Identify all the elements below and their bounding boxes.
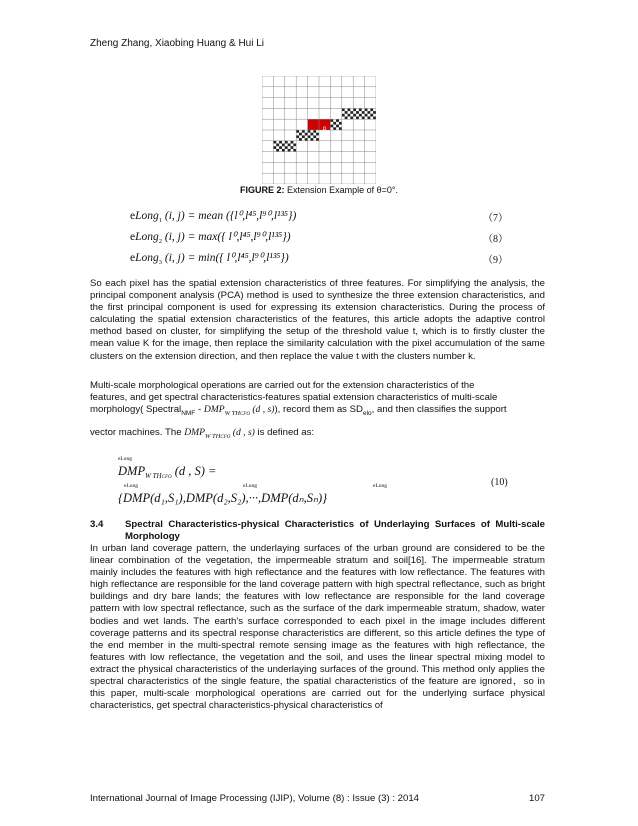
checker-square bbox=[305, 133, 308, 136]
checker-square bbox=[350, 111, 353, 114]
checker-square bbox=[359, 108, 362, 111]
checker-square bbox=[356, 117, 359, 120]
eq10-label-a: eLong bbox=[124, 483, 139, 489]
checker-square bbox=[365, 108, 368, 111]
checker-square bbox=[302, 135, 305, 138]
checker-square bbox=[373, 111, 376, 114]
checker-square bbox=[279, 141, 282, 144]
checker-square bbox=[333, 122, 336, 125]
checker-square bbox=[293, 144, 296, 147]
checker-square bbox=[342, 108, 345, 111]
checker-square bbox=[296, 135, 299, 138]
checker-square bbox=[288, 144, 291, 147]
equation-10-number: (10) bbox=[491, 477, 508, 488]
checker-square bbox=[291, 141, 294, 144]
checker-square bbox=[333, 127, 336, 130]
checker-square bbox=[293, 149, 296, 152]
checker-square bbox=[316, 133, 319, 136]
equation-9-number: （9） bbox=[483, 255, 508, 266]
paragraph-3: In urban land coverage pattern, the underlaying surfaces of the urban ground are considered to be the linear combination of the vegetation, the impermeable stratum and soil[16]. The impermeable stratum mainly includes the features with high reflectance and the features with low reflectance. The features with high reflectance are responsible for the land coverage pattern with high spectral reflectance, such as bright buildings and dry bare lands; the features with low reflectance are responsible for the land coverage pattern with low spectral reflectance, such as the surface of the dark impermeable stratum, shadow, water bodies and wet lands. The earth's surface corresponded to each pixel in the image includes different coverage patterns and its spectral response characteristics are different, so this article defines the type of the end member in the multi-spectral remote sensing image as the features with high reflectance, the features with low reflectance, the vegetation and the soil, and uses the linear spectral mixing model to extract the physical characteristics of the underlaying surfaces of the ground. This method only applies the spectral characteristics of the single feature, the spatial characteristics of the feature are ignored，so in this paper, multi-scale morphological operations are carried out for the underlying surface physical characteristics, get spectral characteristics-physical characteristics of bbox=[90, 543, 545, 712]
checker-square bbox=[288, 149, 291, 152]
highlight-cell bbox=[308, 119, 319, 130]
checker-square bbox=[339, 122, 342, 125]
journal-citation: International Journal of Image Processing (IJIP), Volume (8) : Issue (3) : 2014 bbox=[90, 793, 420, 804]
dmp-inline-1: $DMP_{W THCFO}$ (d , s) bbox=[203, 404, 275, 418]
checker-square bbox=[362, 111, 365, 114]
section-title: Spectral Characteristics-physical Characteristics of Underlaying Surfaces of Multi-scale Morphology bbox=[125, 519, 545, 542]
checker-square bbox=[348, 108, 351, 111]
checker-square bbox=[336, 125, 339, 128]
equation-10-line-2: {DMP(d₁,S₁),DMP(d₂,S₂),···,DMP(dₙ,Sₙ)} bbox=[118, 491, 328, 505]
checker-square bbox=[299, 138, 302, 141]
checker-square bbox=[308, 135, 311, 138]
checker-square bbox=[308, 130, 311, 133]
checker-square bbox=[348, 114, 351, 117]
center-pixel-label: p bbox=[323, 126, 327, 132]
checker-square bbox=[373, 117, 376, 120]
checker-square bbox=[367, 117, 370, 120]
paragraph-1: So each pixel has the spatial extension characteristics of three features. For simplifying the analysis, the principal component analysis (PCA) method is used to synthesize the three extension characteristics, and the first principal component is used for expressing its extension characteristics. During the process of calculating the spatial extension characteristics of the features, this article adopts the adaptive control method based on cluster, for simplifying the setup of the threshold value t, which is to firstly cluster the mean value K for the image, then replace the similarity calculation with the pixel accumulation of the same clusters on the extension direction, and then replace the value t with the clusters number k. bbox=[90, 278, 545, 362]
checker-square bbox=[310, 133, 313, 136]
checker-square bbox=[353, 114, 356, 117]
equation-7: eLong$_1$ (i, j) = mean ({l⁰,l⁴⁵,l⁹⁰,l¹³⁵}) bbox=[130, 210, 297, 224]
checker-square bbox=[305, 138, 308, 141]
eq10-superscript-label: eLong bbox=[118, 456, 133, 462]
checker-square bbox=[342, 114, 345, 117]
checker-square bbox=[296, 130, 299, 133]
checker-square bbox=[345, 111, 348, 114]
checker-square bbox=[359, 114, 362, 117]
checker-square bbox=[273, 146, 276, 149]
running-header: Zheng Zhang, Xiaobing Huang & Hui Li bbox=[90, 38, 265, 49]
checker-square bbox=[330, 125, 333, 128]
caption-text: Extension Example of θ=0°. bbox=[284, 185, 398, 195]
eq10-label-b: eLong bbox=[243, 483, 258, 489]
checker-square bbox=[367, 111, 370, 114]
page-footer bbox=[90, 793, 545, 804]
checker-square bbox=[279, 146, 282, 149]
checker-square bbox=[285, 146, 288, 149]
page-number: 107 bbox=[528, 793, 545, 804]
extension-figure bbox=[262, 76, 376, 184]
equation-10-line-1: $DMP_{W THCFO}$ (d , S) = bbox=[118, 464, 217, 480]
dmp-inline-2: $DMP_{W THCFO}$ (d , s) bbox=[184, 427, 255, 441]
checker-square bbox=[276, 144, 279, 147]
eq10-label-c: eLong bbox=[373, 483, 388, 489]
checker-square bbox=[350, 117, 353, 120]
checker-square bbox=[276, 149, 279, 152]
checker-square bbox=[285, 141, 288, 144]
checker-square bbox=[316, 138, 319, 141]
checker-square bbox=[370, 108, 373, 111]
checker-square bbox=[291, 146, 294, 149]
checker-square bbox=[370, 114, 373, 117]
checker-square bbox=[356, 111, 359, 114]
checker-square bbox=[302, 130, 305, 133]
checker-square bbox=[339, 127, 342, 130]
checker-square bbox=[313, 130, 316, 133]
checker-square bbox=[353, 108, 356, 111]
checker-square bbox=[299, 133, 302, 136]
checker-square bbox=[336, 119, 339, 122]
figure-caption bbox=[0, 185, 638, 195]
checker-square bbox=[313, 135, 316, 138]
equation-8: eLong$_2$ (i, j) = max({ l⁰,l⁴⁵,l⁹⁰,l¹³⁵}) bbox=[130, 231, 291, 245]
checker-square bbox=[362, 117, 365, 120]
checker-square bbox=[310, 138, 313, 141]
caption-label: FIGURE 2: bbox=[240, 185, 285, 195]
equation-8-number: （8） bbox=[483, 234, 508, 245]
checker-square bbox=[273, 141, 276, 144]
paragraph-2: Multi-scale morphological operations are carried out for the extension characteristics of the features, and get spectral characteristics-features spatial extension characteristics of multi-scale morphology( Spectral$_{NMF}$ - $DMP_{W THCFO}$ (d , s)), record them as $SD_{elo}$, and then classifies the support vector machines. The $DMP_{W THCFO}$ (d , s) is defined as: bbox=[90, 380, 507, 441]
checker-square bbox=[282, 144, 285, 147]
section-number: 3.4 bbox=[90, 519, 104, 530]
checker-square bbox=[282, 149, 285, 152]
checker-square bbox=[365, 114, 368, 117]
checker-square bbox=[330, 119, 333, 122]
equation-9: eLong$_3$ (i, j) = min({ l⁰,l⁴⁵,l⁹⁰,l¹³⁵}) bbox=[130, 252, 289, 266]
checker-square bbox=[345, 117, 348, 120]
equation-7-number: （7） bbox=[483, 213, 508, 224]
